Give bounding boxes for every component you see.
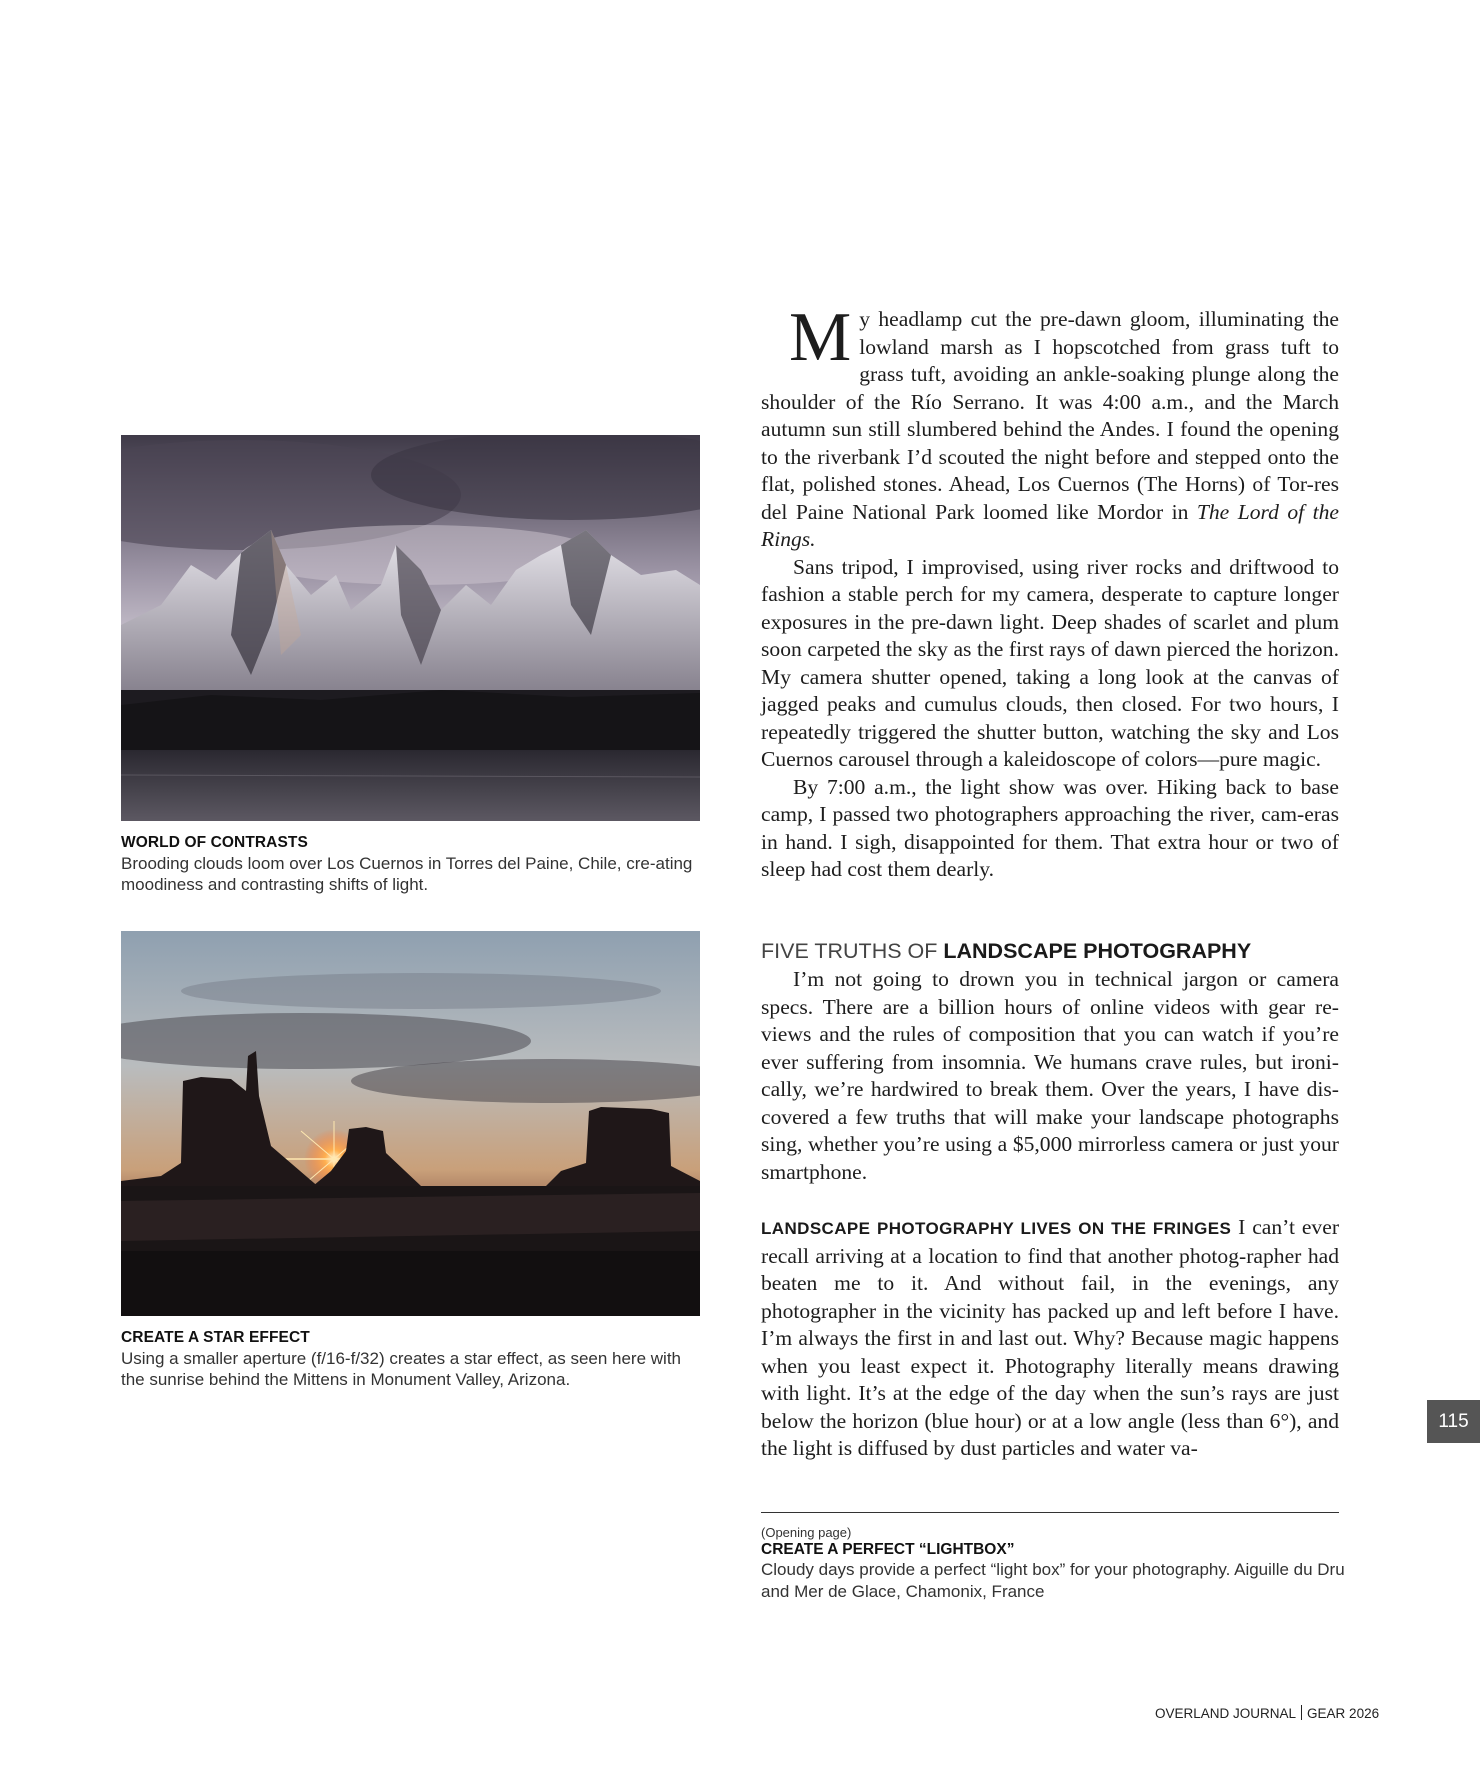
caption-title: CREATE A PERFECT “LIGHTBOX”: [761, 1541, 1015, 1558]
article-body: [761, 299, 1339, 884]
caption-text: Brooding clouds loom over Los Cuernos in Torres del Paine, Chile, cre-ating moodiness and contrasting shifts of light.: [121, 854, 693, 894]
issue-name: GEAR 2026: [1307, 1706, 1380, 1721]
caption-label: (Opening page): [761, 1525, 852, 1540]
section-truths: [761, 938, 1339, 1186]
page-number: 115: [1427, 1400, 1480, 1443]
article-paragraph: My headlamp cut the pre-dawn gloom, illuminating the lowland marsh as I hopscotched from grass tuft to grass tuft, avoiding an ankle-soaking plunge along the shoulder of the Río Serrano. It was 4:00 a.m., and the March autumn sun still slumbered behind the Andes. I found the opening to the riverbank I’d scouted the night before and stepped onto the flat, polished stones. Ahead, Los Cuernos (The Horns) of Tor-res del Paine National Park loomed like Mordor in The Lord of the Rings.: [761, 299, 1339, 551]
article-paragraph: Sans tripod, I improvised, using river rocks and driftwood to fashion a stable perch for my camera, desperate to capture longer exposures in the pre-dawn light. Deep shades of scarlet and plum soon carpeted the sky as the first rays of dawn pierced the horizon. My camera shutter opened, taking a long look at the canvas of jagged peaks and cumulus clouds, then closed. For two hours, I repeatedly triggered the shutter button, watching the sky and Los Cuernos carousel through a kaleidoscope of colors—pure magic.: [761, 554, 1339, 771]
section-heading: FIVE TRUTHS OF LANDSCAPE PHOTOGRAPHY: [761, 939, 1252, 963]
drop-cap: M: [789, 299, 852, 376]
article-paragraph: LANDSCAPE PHOTOGRAPHY LIVES ON THE FRINGES I can’t ever recall arriving at a location to find that another photog-rapher had beaten me to it. And without fail, in the evenings, any photographer in the vicinity has packed up and left before I have. I’m always the first in and last out. Why? Because magic happens when you least expect it. Photography literally means drawing with light. It’s at the edge of the day when the sun’s rays are just below the horizon (blue hour) or at a low angle (less than 6°), and the light is diffused by dust particles and water va-: [761, 1215, 1340, 1460]
divider: [761, 1512, 1339, 1513]
section-fringes: [761, 1214, 1339, 1463]
folio: [1155, 1705, 1379, 1721]
caption-title: WORLD OF CONTRASTS: [121, 834, 308, 851]
folio-separator: [1301, 1705, 1302, 1720]
caption-text: Cloudy days provide a perfect “light box” for your photography. Aiguille du Dru and Mer de Glace, Chamonix, France: [761, 1560, 1345, 1601]
opening-page-caption: [761, 1525, 1346, 1602]
caption-title: CREATE A STAR EFFECT: [121, 1329, 310, 1346]
run-in-heading: LANDSCAPE PHOTOGRAPHY LIVES ON THE FRINGES: [761, 1219, 1232, 1238]
los-cuernos-photo: [121, 435, 700, 821]
book-title: The Lord of the Rings.: [761, 499, 1339, 551]
magazine-name: OVERLAND JOURNAL: [1155, 1706, 1297, 1721]
article-paragraph: I’m not going to drown you in technical jargon or camera specs. There are a billion hours of online videos with gear re-views and the rules of composition that you can watch if you’re ever suffering from insomnia. We humans crave rules, but ironi-cally, we’re hardwired to break them. Over the years, I have dis-covered a few truths that will make your landscape photographs sing, whether you’re using a $5,000 mirrorless camera or just your smartphone.: [761, 967, 1339, 1184]
caption-text: Using a smaller aperture (f/16-f/32) creates a star effect, as seen here with the sunrise behind the Mittens in Monument Valley, Arizona.: [121, 1349, 682, 1389]
photo-caption: [121, 1327, 706, 1390]
article-paragraph: By 7:00 a.m., the light show was over. Hiking back to base camp, I passed two photographers approaching the river, cam-eras in hand. I sigh, disappointed for them. That extra hour or two of sleep had cost them dearly.: [761, 774, 1339, 881]
photo-caption: [121, 832, 706, 895]
monument-valley-photo: [121, 931, 700, 1316]
